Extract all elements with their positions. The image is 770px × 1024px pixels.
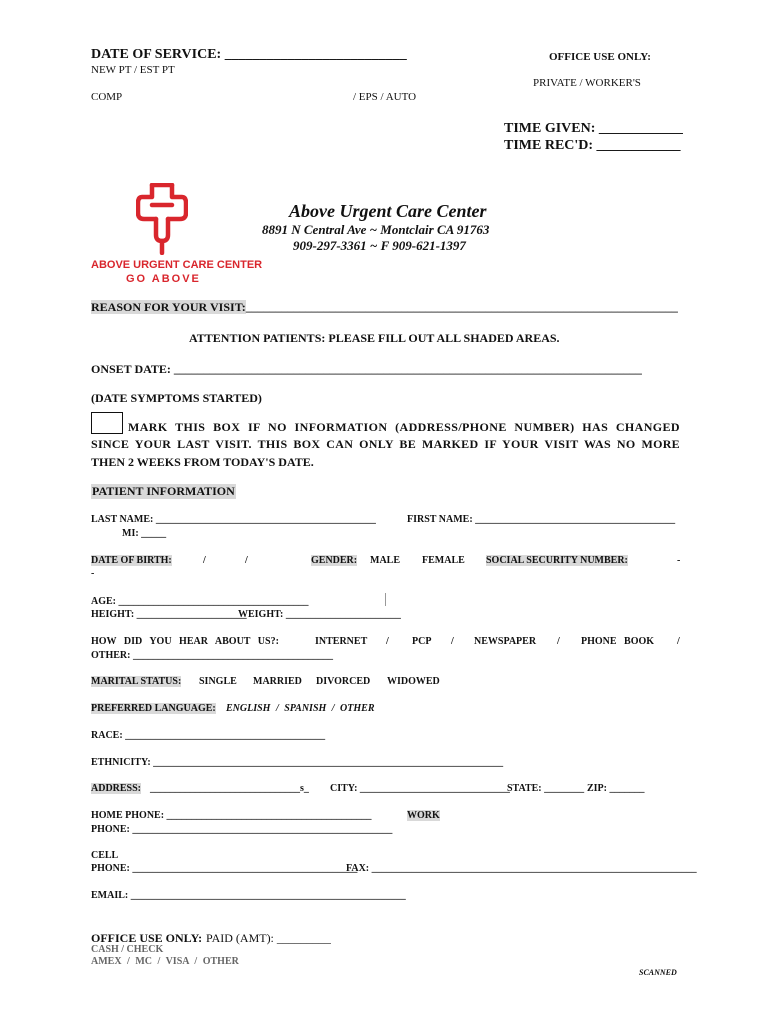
mark-box-text-line3: THEN 2 WEEKS FROM TODAY'S DATE. [91, 455, 314, 469]
language-options[interactable]: ENGLISH / SPANISH / OTHER [226, 703, 375, 714]
clinic-phone: 909-297-3361 ~ F 909-621-1397 [293, 238, 466, 253]
reason-for-visit-line[interactable]: ________________________________________________________________________ [245, 300, 678, 314]
no-change-checkbox[interactable] [91, 412, 123, 434]
zip-field[interactable]: ZIP: _______ [587, 783, 645, 794]
marital-status-label: MARITAL STATUS: [91, 676, 182, 687]
mark-box-text-line2: SINCE YOUR LAST VISIT. THIS BOX CAN ONLY BE MARKED IF YOUR VISIT WAS NO MORE [91, 437, 680, 451]
preferred-language-label: PREFERRED LANGUAGE: [91, 703, 216, 714]
logo-tagline-text: GO ABOVE [126, 273, 201, 285]
hear-slash: / [557, 636, 560, 647]
cash-check-options[interactable]: CASH / CHECK [91, 944, 164, 955]
marital-widowed-option[interactable]: WIDOWED [387, 676, 440, 687]
card-options[interactable]: AMEX / MC / VISA / OTHER [91, 956, 239, 967]
home-phone-field[interactable]: HOME PHONE: _________________________________________ [91, 810, 372, 821]
work-phone-field[interactable]: PHONE: ____________________________________________________ [91, 824, 393, 835]
height-field[interactable]: HEIGHT: ______________________ [91, 609, 247, 620]
email-field[interactable]: EMAIL: _______________________________________________________ [91, 890, 406, 901]
address-label: ADDRESS: [91, 783, 142, 794]
address-field[interactable]: ______________________________s_ [150, 783, 309, 794]
logo-name-text: ABOVE URGENT CARE CENTER [91, 259, 263, 271]
gender-female-option[interactable]: FEMALE [422, 555, 465, 566]
age-field[interactable]: AGE: ______________________________________ [91, 596, 309, 607]
clinic-logo-icon [136, 183, 188, 255]
dob-slash-1: / [203, 555, 206, 566]
middle-initial-field[interactable]: MI: _____ [122, 528, 167, 539]
gender-male-option[interactable]: MALE [370, 555, 400, 566]
marital-divorced-option[interactable]: DIVORCED [316, 676, 371, 687]
ssn-dash-wrap: - [91, 568, 95, 579]
patient-info-title: PATIENT INFORMATION [92, 484, 235, 498]
footer-office-use-label: OFFICE USE ONLY: [91, 931, 203, 945]
hear-newspaper-option[interactable]: NEWSPAPER [474, 636, 537, 647]
last-name-field[interactable]: LAST NAME: ____________________________________________ [91, 514, 376, 525]
hear-other-field[interactable]: OTHER: ________________________________________ [91, 650, 333, 661]
hear-phone-book-option[interactable]: PHONE BOOK [581, 636, 655, 647]
dob-slash-2: / [245, 555, 248, 566]
hear-slash: / [451, 636, 454, 647]
reason-for-visit-label: REASON FOR YOUR VISIT: [91, 300, 246, 314]
private-workers-options[interactable]: PRIVATE / WORKER'S [533, 77, 641, 89]
dob-label: DATE OF BIRTH: [91, 555, 172, 566]
time-given-field[interactable]: TIME GIVEN: ____________ [504, 121, 683, 136]
hear-internet-option[interactable]: INTERNET [315, 636, 368, 647]
paid-amount-field[interactable]: PAID (AMT): _________ [206, 931, 331, 945]
hear-about-label: HOW DID YOU HEAR ABOUT US?: [91, 636, 279, 647]
mark-box-text-line1: MARK THIS BOX IF NO INFORMATION (ADDRESS/PHONE NUMBER) HAS CHANGED [128, 420, 680, 434]
cell-label: CELL [91, 850, 119, 861]
marital-married-option[interactable]: MARRIED [253, 676, 302, 687]
date-of-service-field[interactable]: DATE OF SERVICE: __________________________ [91, 47, 407, 62]
onset-date-field[interactable]: ONSET DATE: ______________________________________________________________________________ [91, 362, 642, 376]
hear-slash: / [677, 636, 680, 647]
marital-single-option[interactable]: SINGLE [199, 676, 237, 687]
weight-field[interactable]: WEIGHT: _______________________ [238, 609, 401, 620]
ssn-label: SOCIAL SECURITY NUMBER: [486, 555, 628, 566]
gender-label: GENDER: [311, 555, 358, 566]
attention-notice: ATTENTION PATIENTS: PLEASE FILL OUT ALL SHADED AREAS. [189, 331, 560, 345]
scanned-stamp: SCANNED [639, 968, 677, 977]
eps-auto-options[interactable]: / EPS / AUTO [353, 91, 417, 103]
race-field[interactable]: RACE: ________________________________________ [91, 730, 326, 741]
hear-pcp-option[interactable]: PCP [412, 636, 432, 647]
comp-option[interactable]: COMP [91, 91, 123, 103]
date-symptoms-note: (DATE SYMPTOMS STARTED) [91, 391, 262, 405]
cell-phone-field[interactable]: PHONE: _____________________________________________ [91, 863, 358, 874]
new-est-pt-options[interactable]: NEW PT / EST PT [91, 64, 175, 76]
work-label: WORK [407, 810, 440, 821]
city-field[interactable]: CITY: ______________________________ [330, 783, 510, 794]
reason-for-visit-field[interactable] [91, 300, 678, 315]
first-name-field[interactable]: FIRST NAME: ________________________________________ [407, 514, 676, 525]
state-field[interactable]: STATE: ________ [507, 783, 585, 794]
ssn-dash: - [677, 555, 681, 566]
fax-field[interactable]: FAX: _________________________________________________________________ [346, 863, 697, 874]
clinic-address: 8891 N Central Ave ~ Montclair CA 91763 [262, 222, 490, 237]
divider [385, 593, 386, 606]
clinic-name: Above Urgent Care Center [289, 201, 487, 221]
hear-slash: / [386, 636, 389, 647]
ethnicity-field[interactable]: ETHNICITY: ______________________________________________________________________ [91, 757, 504, 768]
office-use-only-label: OFFICE USE ONLY: [549, 51, 651, 63]
time-recd-field[interactable]: TIME REC'D: ____________ [504, 138, 681, 153]
